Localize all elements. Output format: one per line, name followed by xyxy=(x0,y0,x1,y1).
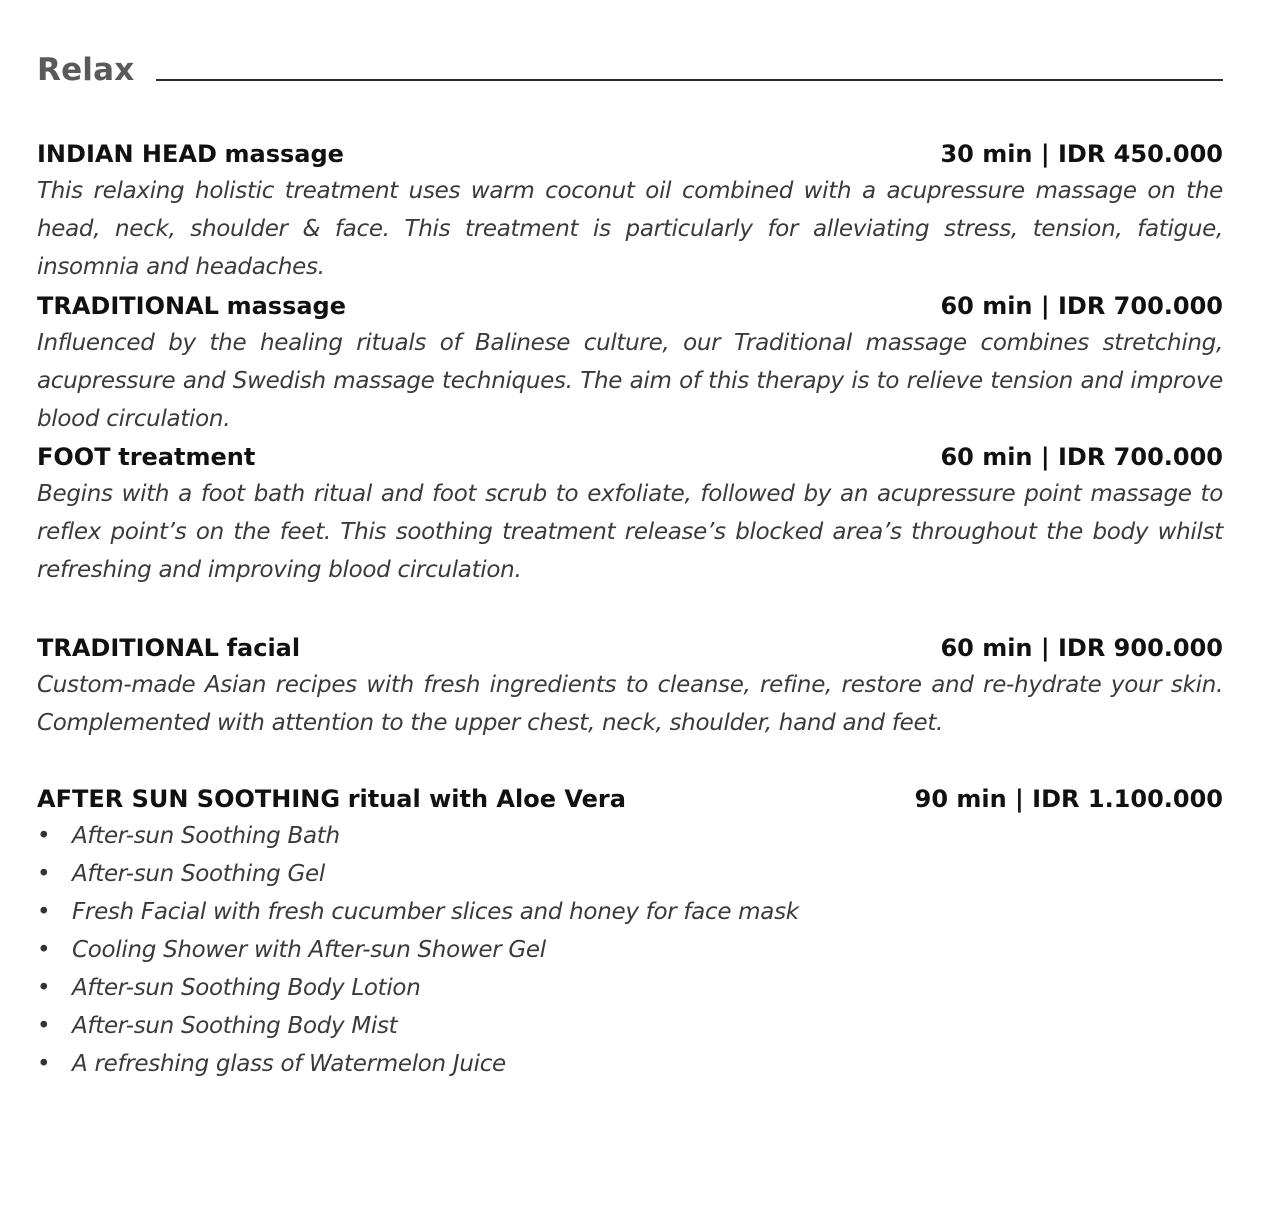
bullet-icon: • xyxy=(37,975,51,1001)
treatment-price: 60 min | IDR 700.000 xyxy=(940,443,1223,471)
treatment-name-strong: TRADITIONAL xyxy=(37,634,219,662)
list-item xyxy=(37,893,1223,931)
treatment-description: Influenced by the healing rituals of Balinese culture, our Traditional massage combines stretching, acupressure and Swedish massage techniques. The aim of this therapy is to relieve tension and improve blood circulation. xyxy=(37,330,1223,432)
treatment-price: 60 min | IDR 700.000 xyxy=(940,292,1223,320)
treatment-price: 90 min | IDR 1.100.000 xyxy=(914,785,1223,813)
treatment-price: 30 min | IDR 450.000 xyxy=(940,140,1223,168)
treatment-name-rest: ritual with Aloe Vera xyxy=(347,785,626,813)
treatment-header xyxy=(37,290,1223,322)
treatment-name-rest: massage xyxy=(226,292,347,320)
list-item xyxy=(37,855,1223,893)
section-header xyxy=(37,52,1223,92)
bullet-icon: • xyxy=(37,937,51,963)
treatment-name xyxy=(37,632,300,664)
treatment-name-rest: massage xyxy=(224,140,344,168)
treatment-name-strong: FOOT xyxy=(37,443,111,471)
list-item-text: After-sun Soothing Gel xyxy=(72,861,325,887)
treatment-description: This relaxing holistic treatment uses warm coconut oil combined with a acupressure massage on the head, neck, shoulder & face. This treatment is particularly for alleviating stress, tension, fatigue, insomnia and headaches. xyxy=(37,178,1223,280)
treatment-name xyxy=(37,290,346,322)
treatment-description: Begins with a foot bath ritual and foot scrub to exfoliate, followed by an acupressure point massage to reflex point’s on the feet. This soothing treatment release’s blocked area’s throughout the body whilst refreshing and improving blood circulation. xyxy=(37,481,1223,583)
treatment-header xyxy=(37,632,1223,664)
treatment-traditional-massage xyxy=(37,290,1223,438)
treatment-description: Custom-made Asian recipes with fresh ingredients to cleanse, refine, restore and re-hydrate your skin. Complemented with attention to the upper chest, neck, shoulder, hand and feet. xyxy=(37,672,1223,736)
treatment-name xyxy=(37,783,626,815)
treatment-name-strong: TRADITIONAL xyxy=(37,292,219,320)
list-item-text: Cooling Shower with After-sun Shower Gel xyxy=(72,937,546,963)
ritual-steps-list xyxy=(37,817,1223,1083)
list-item-text: After-sun Soothing Bath xyxy=(72,823,340,849)
treatment-name-strong: AFTER SUN SOOTHING xyxy=(37,785,341,813)
list-item xyxy=(37,931,1223,969)
treatment-after-sun-ritual xyxy=(37,783,1223,1083)
treatment-name-rest: facial xyxy=(226,634,301,662)
treatment-foot-treatment xyxy=(37,441,1223,589)
treatment-price: 60 min | IDR 900.000 xyxy=(940,634,1223,662)
treatment-header xyxy=(37,783,1223,815)
list-item xyxy=(37,1045,1223,1083)
bullet-icon: • xyxy=(37,1013,51,1039)
list-item-text: After-sun Soothing Body Mist xyxy=(72,1013,398,1039)
list-item-text: Fresh Facial with fresh cucumber slices and honey for face mask xyxy=(72,899,799,925)
list-item xyxy=(37,1007,1223,1045)
section-divider xyxy=(156,79,1223,81)
bullet-icon: • xyxy=(37,823,51,849)
bullet-icon: • xyxy=(37,1051,51,1077)
list-item xyxy=(37,817,1223,855)
list-item xyxy=(37,969,1223,1007)
section-title: Relax xyxy=(37,52,135,88)
treatment-header xyxy=(37,138,1223,170)
bullet-icon: • xyxy=(37,861,51,887)
bullet-icon: • xyxy=(37,899,51,925)
treatment-name-rest: treatment xyxy=(118,443,256,471)
list-item-text: A refreshing glass of Watermelon Juice xyxy=(72,1051,506,1077)
treatment-indian-head-massage xyxy=(37,138,1223,286)
treatment-header xyxy=(37,441,1223,473)
list-item-text: After-sun Soothing Body Lotion xyxy=(72,975,421,1001)
treatment-name-strong: INDIAN HEAD xyxy=(37,140,217,168)
treatment-name xyxy=(37,441,255,473)
treatment-name xyxy=(37,138,344,170)
treatment-traditional-facial xyxy=(37,632,1223,742)
